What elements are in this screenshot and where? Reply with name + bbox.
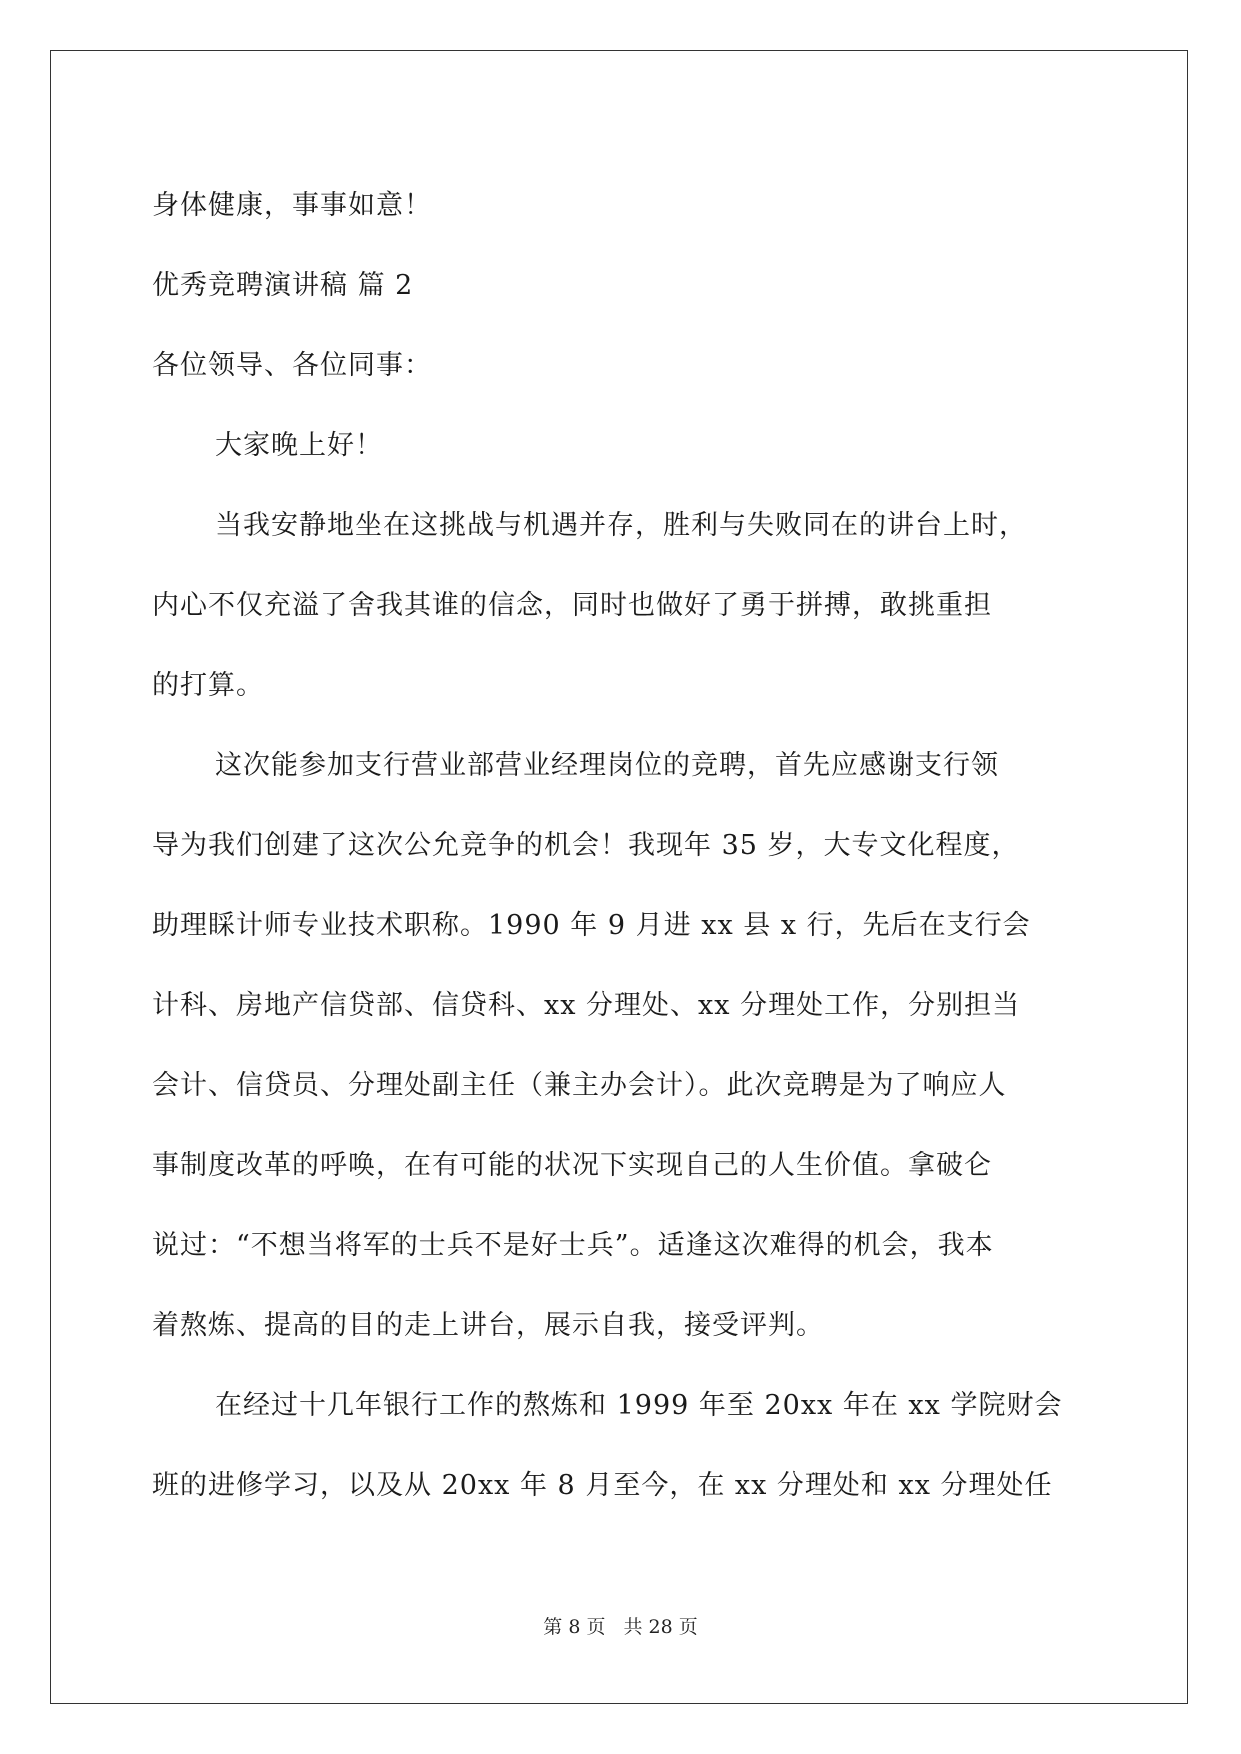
paragraph-line: 助理睬计师专业技术职称。1990 年 9 月进 xx 县 x 行，先后在支行会 [152,910,1031,941]
page-total: 共 28 页 [623,1616,698,1638]
section-title: 优秀竞聘演讲稿 篇 2 [152,270,414,301]
paragraph-line: 班的进修学习，以及从 20xx 年 8 月至今，在 xx 分理处和 xx 分理处任 [152,1470,1053,1501]
paragraph-line: 这次能参加支行营业部营业经理岗位的竞聘，首先应感谢支行领 [215,750,999,781]
paragraph-line: 说过：“不想当将军的士兵不是好士兵”。适逢这次难得的机会，我本 [152,1230,994,1261]
paragraph-line: 在经过十几年银行工作的熬炼和 1999 年至 20xx 年在 xx 学院财会 [215,1390,1063,1421]
paragraph-line: 会计、信贷员、分理处副主任（兼主办会计）。此次竞聘是为了响应人 [152,1070,1007,1101]
paragraph-line: 着熬炼、提高的目的走上讲台，展示自我，接受评判。 [152,1310,824,1341]
paragraph-line: 当我安静地坐在这挑战与机遇并存，胜利与失败同在的讲台上时， [215,510,1027,541]
paragraph-line: 的打算。 [152,670,264,701]
page-footer [0,1612,1241,1639]
greeting: 大家晚上好！ [215,430,383,461]
page-number: 第 8 页 [543,1616,606,1638]
paragraph-line: 内心不仅充溢了舍我其谁的信念，同时也做好了勇于拼搏，敢挑重担 [152,590,992,621]
document-body [152,166,1090,1526]
salutation: 各位领导、各位同事： [152,350,432,381]
paragraph-line: 事制度改革的呼唤，在有可能的状况下实现自己的人生价值。拿破仑 [152,1150,992,1181]
paragraph-line: 导为我们创建了这次公允竞争的机会！我现年 35 岁，大专文化程度， [152,830,1020,861]
closing-line: 身体健康，事事如意！ [152,190,432,221]
paragraph-line: 计科、房地产信贷部、信贷科、xx 分理处、xx 分理处工作，分别担当 [152,990,1021,1021]
